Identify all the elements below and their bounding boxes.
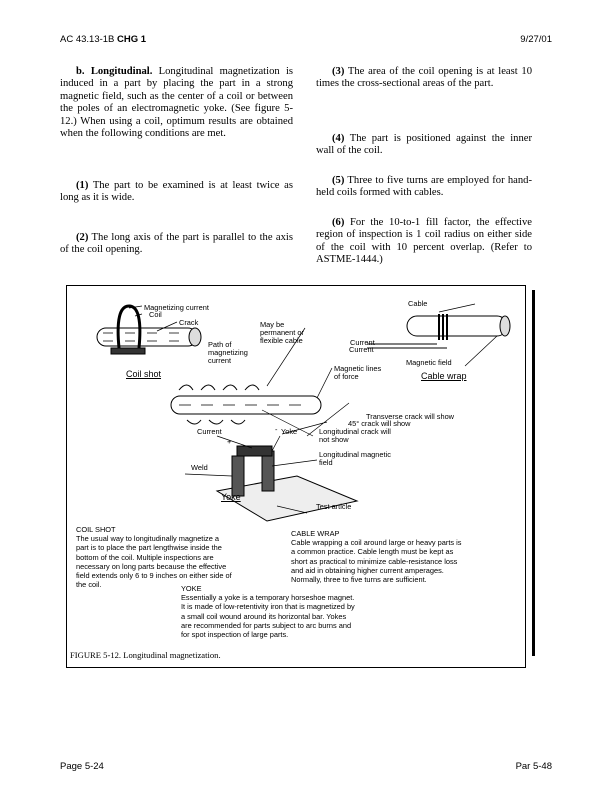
paragraph-item-4: (4) The part is positioned against the inner wall of the coil. bbox=[316, 133, 532, 157]
footer-par: Par 5-48 bbox=[515, 761, 552, 772]
label-yoke-current: Current bbox=[197, 427, 222, 436]
label-may-be: May be permanent or flexible cable bbox=[260, 320, 304, 345]
figure-5-12 bbox=[66, 285, 526, 668]
paragraph-item-3: (3) The area of the coil opening is at least 10 times the cross-sectional areas of the part. bbox=[316, 66, 532, 90]
coil-shot-text: COIL SHOT The usual way to longitudinally magnetize a part is to place the part lengthwise inside the bottom of the coil. Multiple inspections are necessary on long parts because the effective field extends only 6 to 9 inches on either side of the coil. bbox=[76, 525, 232, 590]
label-yoke: Yoke bbox=[281, 427, 298, 436]
paragraph-item-1: (1) The part to be examined is at least twice as long as it is wide. bbox=[60, 180, 293, 204]
header-doc-id: AC 43.13-1B CHG 1 bbox=[60, 34, 147, 45]
label-cable: Cable bbox=[408, 299, 428, 308]
header-date: 9/27/01 bbox=[520, 34, 552, 45]
label-magnetizing-current: Magnetizing current bbox=[144, 303, 209, 312]
cable-wrap-illustration bbox=[367, 314, 510, 348]
label-crack: Crack bbox=[179, 318, 199, 327]
label-test-article: Test article bbox=[316, 502, 352, 511]
footer-page: Page 5-24 bbox=[60, 761, 104, 772]
label-45-crack: 45° crack will show bbox=[348, 419, 411, 428]
yoke-text: YOKE Essentially a yoke is a temporary horseshoe magnet. It is made of low-retentivity iron that is magnetized by a small coil wound around its horizontal bar. Yokes are recommended for parts subject to arc burns and for spot inspection of large parts. bbox=[181, 584, 355, 640]
figure-caption: FIGURE 5-12. Longitudinal magnetization. bbox=[70, 650, 221, 660]
label-transverse-crack: Transverse crack will show bbox=[366, 412, 455, 421]
label-weld: Weld bbox=[191, 463, 208, 472]
change-bar bbox=[532, 290, 535, 656]
paragraph-item-6: (6) For the 10-to-1 fill factor, the effective region of inspection is 1 coil radius on either side of the coil with 10 percent overlap. (Refer to ASTME-1444.) bbox=[316, 217, 532, 266]
central-bar-illustration bbox=[171, 385, 321, 424]
cable-wrap-text: CABLE WRAP Cable wrapping a coil around large or heavy parts is a common practice. Cable length must be kept as short as practical to minimize cable-resistance loss and aid in obtaining higher current amperages. Normally, three to five turns are sufficient. bbox=[291, 529, 462, 585]
label-cable-wrap: Cable wrap bbox=[421, 371, 467, 381]
label-coil: Coil bbox=[149, 310, 162, 319]
paragraph-item-5: (5) Three to five turns are employed for hand-held coils formed with cables. bbox=[316, 175, 532, 199]
label-longitudinal-crack: Longitudinal crack will not show bbox=[319, 427, 391, 444]
label-magnetic-field: Magnetic field bbox=[406, 358, 452, 367]
label-magnetic-lines: Magnetic lines of force bbox=[334, 364, 382, 381]
label-coil-shot: Coil shot bbox=[126, 369, 162, 379]
label-path-of-current: Path of magnetizing current bbox=[208, 340, 248, 365]
label-current-out: Current bbox=[349, 345, 374, 354]
label-plus: + bbox=[227, 437, 232, 446]
paragraph-b: b. Longitudinal. Longitudinal magnetization is induced in a part by placing the part in a strong magnetic field, such as the center of a coil or between the poles of an electromagnetic yoke. (See figure 5-12.) When using a coil, optimum results are obtained when the following conditions are met. bbox=[60, 66, 294, 140]
label-minus: - bbox=[275, 425, 278, 434]
label-yoke-title: Yoke bbox=[221, 492, 241, 502]
label-current-in: Current bbox=[350, 338, 375, 347]
label-longitudinal-field: Longitudinal magnetic field bbox=[319, 450, 391, 467]
paragraph-item-2: (2) The long axis of the part is parallel to the axis of the coil opening. bbox=[60, 232, 293, 256]
